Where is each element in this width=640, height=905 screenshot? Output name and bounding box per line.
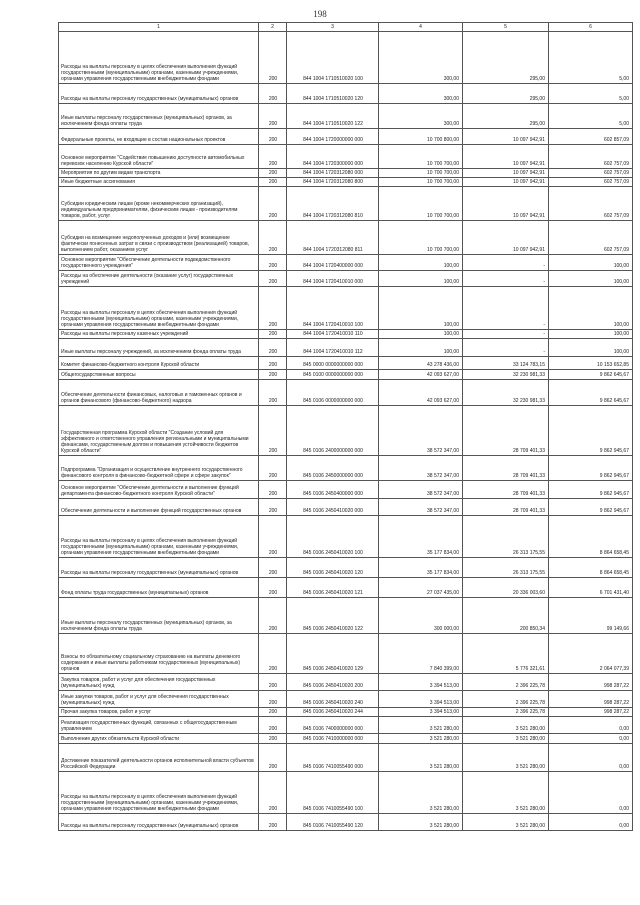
row-budget-code-cell: 844 1004 1720410010 112: [287, 339, 379, 357]
row-line-code-cell: 200: [259, 187, 287, 221]
row-approved-cell: 3 394 513,00: [379, 691, 463, 708]
row-name-cell: Выполнение других обязательств Курской области: [59, 734, 259, 744]
row-executed-cell: 2 396 225,78: [463, 691, 549, 708]
row-unexecuted-cell: 5,00: [549, 84, 633, 104]
row-approved-cell: 7 840 399,00: [379, 634, 463, 674]
row-budget-code-cell: 845 0106 2450410020 200: [287, 674, 379, 691]
row-unexecuted-cell: 0,00: [549, 734, 633, 744]
row-unexecuted-cell: 602 757,09: [549, 187, 633, 221]
row-line-code-cell: 200: [259, 330, 287, 339]
row-unexecuted-cell: 602 757,09: [549, 221, 633, 255]
row-unexecuted-cell: 99 149,66: [549, 598, 633, 634]
table-row: [59, 578, 633, 598]
row-name-cell: Основное мероприятие "Обеспечение деятельности подведомственного государственного учреждения": [59, 255, 259, 271]
row-budget-code-cell: 844 1004 1710510020 120: [287, 84, 379, 104]
table-row: [59, 691, 633, 708]
table-row: [59, 708, 633, 717]
table-row: [59, 734, 633, 744]
row-approved-cell: 300,00: [379, 104, 463, 129]
row-unexecuted-cell: 2 064 077,39: [549, 634, 633, 674]
row-budget-code-cell: 845 0106 2450410020 129: [287, 634, 379, 674]
row-executed-cell: 3 521 280,00: [463, 717, 549, 734]
row-unexecuted-cell: 9 862 945,67: [549, 481, 633, 499]
row-line-code-cell: 200: [259, 634, 287, 674]
table-row: [59, 370, 633, 380]
row-executed-cell: 10 097 942,91: [463, 129, 549, 145]
row-budget-code-cell: 845 0106 7410055490 100: [287, 772, 379, 814]
row-approved-cell: 100,00: [379, 255, 463, 271]
row-line-code-cell: 200: [259, 691, 287, 708]
row-approved-cell: 3 521 280,00: [379, 734, 463, 744]
table-row: [59, 187, 633, 221]
row-line-code-cell: 200: [259, 370, 287, 380]
row-name-cell: Иные выплаты персоналу учреждений, за исключением фонда оплаты труда: [59, 339, 259, 357]
row-approved-cell: 3 521 280,00: [379, 717, 463, 734]
row-unexecuted-cell: 8 864 658,45: [549, 516, 633, 558]
row-name-cell: Реализация государственных функций, связанных с общегосударственным управлением: [59, 717, 259, 734]
table-row: [59, 84, 633, 104]
table-row: [59, 558, 633, 578]
row-budget-code-cell: 845 0106 0000000000 000: [287, 380, 379, 406]
row-name-cell: Расходы на выплаты персоналу в целях обеспечения выполнения функций государственными (муниципальными) органами, казенными учреждениями, органами управления государственными внебюджетными фондами: [59, 772, 259, 814]
row-line-code-cell: 200: [259, 578, 287, 598]
row-budget-code-cell: 845 0106 2450000000 000: [287, 456, 379, 481]
row-unexecuted-cell: 998 287,22: [549, 708, 633, 717]
row-unexecuted-cell: 602 757,09: [549, 169, 633, 178]
row-line-code-cell: 200: [259, 708, 287, 717]
row-unexecuted-cell: 100,00: [549, 271, 633, 287]
row-name-cell: Субсидии на возмещение недополученных доходов и (или) возмещение фактически понесенных затрат в связи с производством (реализацией) товаров, выполнением работ, оказанием услуг: [59, 221, 259, 255]
row-unexecuted-cell: 5,00: [549, 104, 633, 129]
row-budget-code-cell: 845 0106 2450410020 121: [287, 578, 379, 598]
row-approved-cell: 100,00: [379, 287, 463, 330]
row-approved-cell: 38 572 347,00: [379, 456, 463, 481]
row-approved-cell: 42 093 627,00: [379, 380, 463, 406]
row-name-cell: Расходы на выплаты персоналу государственных (муниципальных) органов: [59, 84, 259, 104]
row-budget-code-cell: 844 1004 1710510020 122: [287, 104, 379, 129]
row-executed-cell: 20 336 003,60: [463, 578, 549, 598]
row-name-cell: Субсидии юридическим лицам (кроме некоммерческих организаций), индивидуальным предпринимателям, физическим лицам - производителям товаров, работ, услуг: [59, 187, 259, 221]
row-unexecuted-cell: 0,00: [549, 772, 633, 814]
row-unexecuted-cell: 9 862 945,67: [549, 499, 633, 516]
column-header: 1: [59, 23, 259, 32]
row-executed-cell: -: [463, 271, 549, 287]
row-name-cell: Расходы на выплаты персоналу государственных (муниципальных) органов: [59, 558, 259, 578]
row-unexecuted-cell: 9 862 645,67: [549, 380, 633, 406]
table-row: [59, 330, 633, 339]
row-approved-cell: 3 521 280,00: [379, 744, 463, 772]
table-row: [59, 598, 633, 634]
row-executed-cell: -: [463, 330, 549, 339]
row-approved-cell: 3 394 513,00: [379, 708, 463, 717]
row-unexecuted-cell: 8 864 658,45: [549, 558, 633, 578]
row-line-code-cell: 200: [259, 558, 287, 578]
row-approved-cell: 10 700 700,00: [379, 187, 463, 221]
table-row: [59, 169, 633, 178]
row-unexecuted-cell: 998 287,22: [549, 674, 633, 691]
table-row: [59, 178, 633, 187]
row-approved-cell: 38 572 347,00: [379, 499, 463, 516]
row-approved-cell: 43 278 436,00: [379, 357, 463, 370]
row-approved-cell: 300 000,00: [379, 598, 463, 634]
row-line-code-cell: 200: [259, 271, 287, 287]
row-name-cell: Мероприятия по другим видам транспорта: [59, 169, 259, 178]
row-executed-cell: 3 521 280,00: [463, 772, 549, 814]
table-row: [59, 499, 633, 516]
row-approved-cell: 42 093 627,00: [379, 370, 463, 380]
row-line-code-cell: 200: [259, 221, 287, 255]
row-budget-code-cell: 844 1004 1710510020 100: [287, 32, 379, 84]
column-header: 4: [379, 23, 463, 32]
row-approved-cell: 27 037 435,00: [379, 578, 463, 598]
row-name-cell: Комитет финансово-бюджетного контроля Курской области: [59, 357, 259, 370]
row-budget-code-cell: 844 1004 1720312080 810: [287, 187, 379, 221]
row-line-code-cell: 200: [259, 744, 287, 772]
row-budget-code-cell: 845 0106 2450410020 000: [287, 499, 379, 516]
row-approved-cell: 38 572 347,00: [379, 481, 463, 499]
table-row: [59, 221, 633, 255]
row-line-code-cell: 200: [259, 674, 287, 691]
row-unexecuted-cell: 6 701 431,40: [549, 578, 633, 598]
row-executed-cell: 28 709 401,33: [463, 406, 549, 456]
row-executed-cell: 33 124 783,15: [463, 357, 549, 370]
table-row: [59, 456, 633, 481]
column-header: 2: [259, 23, 287, 32]
row-line-code-cell: 200: [259, 406, 287, 456]
row-executed-cell: 10 097 942,91: [463, 178, 549, 187]
row-executed-cell: 28 709 401,33: [463, 481, 549, 499]
row-budget-code-cell: 845 0000 0000000000 000: [287, 357, 379, 370]
table-row: [59, 380, 633, 406]
table-row: [59, 129, 633, 145]
row-executed-cell: 5 776 321,61: [463, 634, 549, 674]
row-name-cell: Взносы по обязательному социальному страхованию на выплаты денежного содержания и иные выплаты работникам государственных (муниципальных) органов: [59, 634, 259, 674]
row-executed-cell: 2 396 225,78: [463, 708, 549, 717]
row-executed-cell: 28 709 401,33: [463, 499, 549, 516]
row-line-code-cell: 200: [259, 481, 287, 499]
table-row: [59, 339, 633, 357]
row-budget-code-cell: 844 1004 1720410010 110: [287, 330, 379, 339]
row-budget-code-cell: 844 1004 1720400000 000: [287, 255, 379, 271]
row-unexecuted-cell: 0,00: [549, 744, 633, 772]
row-unexecuted-cell: 602 857,09: [549, 129, 633, 145]
row-budget-code-cell: 845 0106 2450410020 244: [287, 708, 379, 717]
row-name-cell: Иные бюджетные ассигнования: [59, 178, 259, 187]
row-unexecuted-cell: 602 757,09: [549, 145, 633, 169]
table-row: [59, 145, 633, 169]
table-row: [59, 634, 633, 674]
row-name-cell: Основное мероприятие "Обеспечение деятельности и выполнение функций департамента финансово-бюджетного контроля Курской области": [59, 481, 259, 499]
row-name-cell: Иные выплаты персоналу государственных (муниципальных) органов, за исключением фонда оплаты труда: [59, 104, 259, 129]
row-line-code-cell: 200: [259, 734, 287, 744]
row-name-cell: Обеспечение деятельности финансовых, налоговых и таможенных органов и органов финансового (финансово-бюджетного) надзора: [59, 380, 259, 406]
row-budget-code-cell: 845 0106 2400000000 000: [287, 406, 379, 456]
row-name-cell: Фонд оплаты труда государственных (муниципальных) органов: [59, 578, 259, 598]
row-approved-cell: 10 700 700,00: [379, 169, 463, 178]
row-executed-cell: 295,00: [463, 84, 549, 104]
row-executed-cell: 28 709 401,33: [463, 456, 549, 481]
table-row: [59, 406, 633, 456]
column-header: 5: [463, 23, 549, 32]
row-line-code-cell: 200: [259, 357, 287, 370]
row-line-code-cell: 200: [259, 499, 287, 516]
table-row: [59, 674, 633, 691]
row-approved-cell: 35 177 834,00: [379, 516, 463, 558]
row-unexecuted-cell: 0,00: [549, 814, 633, 831]
row-executed-cell: 10 097 942,91: [463, 145, 549, 169]
row-budget-code-cell: 845 0106 2450410020 120: [287, 558, 379, 578]
row-executed-cell: 10 097 942,91: [463, 187, 549, 221]
row-unexecuted-cell: 998 287,22: [549, 691, 633, 708]
row-budget-code-cell: 844 1004 1720300000 000: [287, 145, 379, 169]
row-line-code-cell: 200: [259, 456, 287, 481]
row-budget-code-cell: 845 0106 2450410020 100: [287, 516, 379, 558]
row-approved-cell: 100,00: [379, 271, 463, 287]
table-row: [59, 287, 633, 330]
row-executed-cell: 10 097 942,91: [463, 221, 549, 255]
row-unexecuted-cell: 100,00: [549, 330, 633, 339]
row-line-code-cell: 200: [259, 32, 287, 84]
row-budget-code-cell: 845 0106 2450410020 122: [287, 598, 379, 634]
row-line-code-cell: 200: [259, 84, 287, 104]
row-executed-cell: 295,00: [463, 104, 549, 129]
row-budget-code-cell: 845 0100 0000000000 000: [287, 370, 379, 380]
row-budget-code-cell: 845 0106 7400000000 000: [287, 717, 379, 734]
row-name-cell: Иные закупки товаров, работ и услуг для обеспечения государственных (муниципальных) нужд: [59, 691, 259, 708]
row-executed-cell: 10 097 942,91: [463, 169, 549, 178]
row-unexecuted-cell: 100,00: [549, 287, 633, 330]
row-name-cell: Федеральные проекты, не входящие в состав национальных проектов: [59, 129, 259, 145]
row-unexecuted-cell: 100,00: [549, 339, 633, 357]
row-name-cell: Расходы на выплаты персоналу государственных (муниципальных) органов: [59, 814, 259, 831]
row-budget-code-cell: 844 1004 1720312080 800: [287, 178, 379, 187]
row-line-code-cell: 200: [259, 717, 287, 734]
row-budget-code-cell: 844 1004 1720410010 000: [287, 271, 379, 287]
row-executed-cell: 32 230 981,33: [463, 380, 549, 406]
row-executed-cell: 200 850,34: [463, 598, 549, 634]
table-row: [59, 481, 633, 499]
row-budget-code-cell: 844 1004 1720410010 100: [287, 287, 379, 330]
row-executed-cell: 2 396 225,78: [463, 674, 549, 691]
row-line-code-cell: 200: [259, 380, 287, 406]
row-line-code-cell: 200: [259, 178, 287, 187]
row-approved-cell: 300,00: [379, 32, 463, 84]
row-unexecuted-cell: 9 862 945,67: [549, 456, 633, 481]
row-budget-code-cell: 844 1004 1720312080 000: [287, 169, 379, 178]
row-unexecuted-cell: 100,00: [549, 255, 633, 271]
row-name-cell: Расходы на выплаты персоналу в целях обеспечения выполнения функций государственными (муниципальными) органами, казенными учреждениями, органами управления государственными внебюджетными фондами: [59, 32, 259, 84]
column-header: 6: [549, 23, 633, 32]
row-executed-cell: 3 521 280,00: [463, 814, 549, 831]
row-approved-cell: 10 700 700,00: [379, 221, 463, 255]
row-executed-cell: -: [463, 339, 549, 357]
table-row: [59, 32, 633, 84]
table-row: [59, 255, 633, 271]
row-unexecuted-cell: 9 862 645,67: [549, 370, 633, 380]
row-approved-cell: 10 700 800,00: [379, 129, 463, 145]
row-unexecuted-cell: 5,00: [549, 32, 633, 84]
row-executed-cell: 26 313 175,55: [463, 558, 549, 578]
row-executed-cell: -: [463, 255, 549, 271]
row-name-cell: Иные выплаты персоналу государственных (муниципальных) органов, за исключением фонда оплаты труда: [59, 598, 259, 634]
row-line-code-cell: 200: [259, 772, 287, 814]
row-line-code-cell: 200: [259, 145, 287, 169]
row-executed-cell: 3 521 280,00: [463, 744, 549, 772]
row-approved-cell: 38 572 347,00: [379, 406, 463, 456]
row-name-cell: Общегосударственные вопросы: [59, 370, 259, 380]
row-executed-cell: 26 313 175,55: [463, 516, 549, 558]
table-row: [59, 516, 633, 558]
page-number: 198: [313, 9, 327, 19]
row-budget-code-cell: 844 1004 1720312080 811: [287, 221, 379, 255]
row-name-cell: Закупка товаров, работ и услуг для обеспечения государственных (муниципальных) нужд: [59, 674, 259, 691]
row-budget-code-cell: 845 0106 7410055490 000: [287, 744, 379, 772]
row-budget-code-cell: 845 0106 2450410020 240: [287, 691, 379, 708]
table-row: [59, 271, 633, 287]
table-row: [59, 814, 633, 831]
row-approved-cell: 100,00: [379, 330, 463, 339]
row-line-code-cell: 200: [259, 516, 287, 558]
row-budget-code-cell: 845 0106 2450400000 000: [287, 481, 379, 499]
row-name-cell: Подпрограмма "Организация и осуществление внутреннего государственного финансового контроля в финансово-бюджетной сфере и сфере закупок": [59, 456, 259, 481]
row-name-cell: Расходы на выплаты персоналу в целях обеспечения выполнения функций государственными (муниципальными) органами, казенными учреждениями, органами управления государственными внебюджетными фондами: [59, 287, 259, 330]
row-approved-cell: 3 394 513,00: [379, 674, 463, 691]
row-line-code-cell: 200: [259, 287, 287, 330]
row-name-cell: Обеспечение деятельности и выполнение функций государственных органов: [59, 499, 259, 516]
row-unexecuted-cell: 602 757,09: [549, 178, 633, 187]
row-name-cell: Расходы на выплаты персоналу казенных учреждений: [59, 330, 259, 339]
table-row: [59, 772, 633, 814]
row-approved-cell: 3 521 280,00: [379, 772, 463, 814]
row-name-cell: Расходы на выплаты персоналу в целях обеспечения выполнения функций государственными (муниципальными) органами, казенными учреждениями, органами управления государственными внебюджетными фондами: [59, 516, 259, 558]
row-unexecuted-cell: 0,00: [549, 717, 633, 734]
row-approved-cell: 100,00: [379, 339, 463, 357]
row-executed-cell: 295,00: [463, 32, 549, 84]
row-executed-cell: -: [463, 287, 549, 330]
row-line-code-cell: 200: [259, 598, 287, 634]
table-row: [59, 744, 633, 772]
row-approved-cell: 35 177 834,00: [379, 558, 463, 578]
row-approved-cell: 300,00: [379, 84, 463, 104]
row-name-cell: Основное мероприятие "Содействие повышению доступности автомобильных перевозок населению Курской области": [59, 145, 259, 169]
row-budget-code-cell: 845 0106 7410055490 120: [287, 814, 379, 831]
row-name-cell: Достижение показателей деятельности органов исполнительной власти субъектов Российской Федерации: [59, 744, 259, 772]
row-line-code-cell: 200: [259, 129, 287, 145]
row-line-code-cell: 200: [259, 339, 287, 357]
row-approved-cell: 10 700 700,00: [379, 178, 463, 187]
row-unexecuted-cell: 9 862 945,67: [549, 406, 633, 456]
row-line-code-cell: 200: [259, 104, 287, 129]
column-header: 3: [287, 23, 379, 32]
row-line-code-cell: 200: [259, 814, 287, 831]
row-executed-cell: 32 230 981,33: [463, 370, 549, 380]
table-header-row: [59, 23, 633, 32]
row-budget-code-cell: 844 1004 1720000000 000: [287, 129, 379, 145]
row-approved-cell: 3 521 280,00: [379, 814, 463, 831]
row-line-code-cell: 200: [259, 255, 287, 271]
row-unexecuted-cell: 10 153 652,85: [549, 357, 633, 370]
table-row: [59, 104, 633, 129]
row-executed-cell: 3 521 280,00: [463, 734, 549, 744]
row-name-cell: Прочая закупка товаров, работ и услуг: [59, 708, 259, 717]
row-budget-code-cell: 845 0106 7410000000 000: [287, 734, 379, 744]
row-name-cell: Государственная программа Курской области "Создание условий для эффективного и ответственного управления региональными и муниципальными финансами, государственным долгом и повышения устойчивости бюджетов Курской области": [59, 406, 259, 456]
row-approved-cell: 10 700 700,00: [379, 145, 463, 169]
budget-table: [58, 22, 633, 831]
table-row: [59, 717, 633, 734]
table-row: [59, 357, 633, 370]
row-line-code-cell: 200: [259, 169, 287, 178]
row-name-cell: Расходы на обеспечение деятельности (оказание услуг) государственных учреждений: [59, 271, 259, 287]
